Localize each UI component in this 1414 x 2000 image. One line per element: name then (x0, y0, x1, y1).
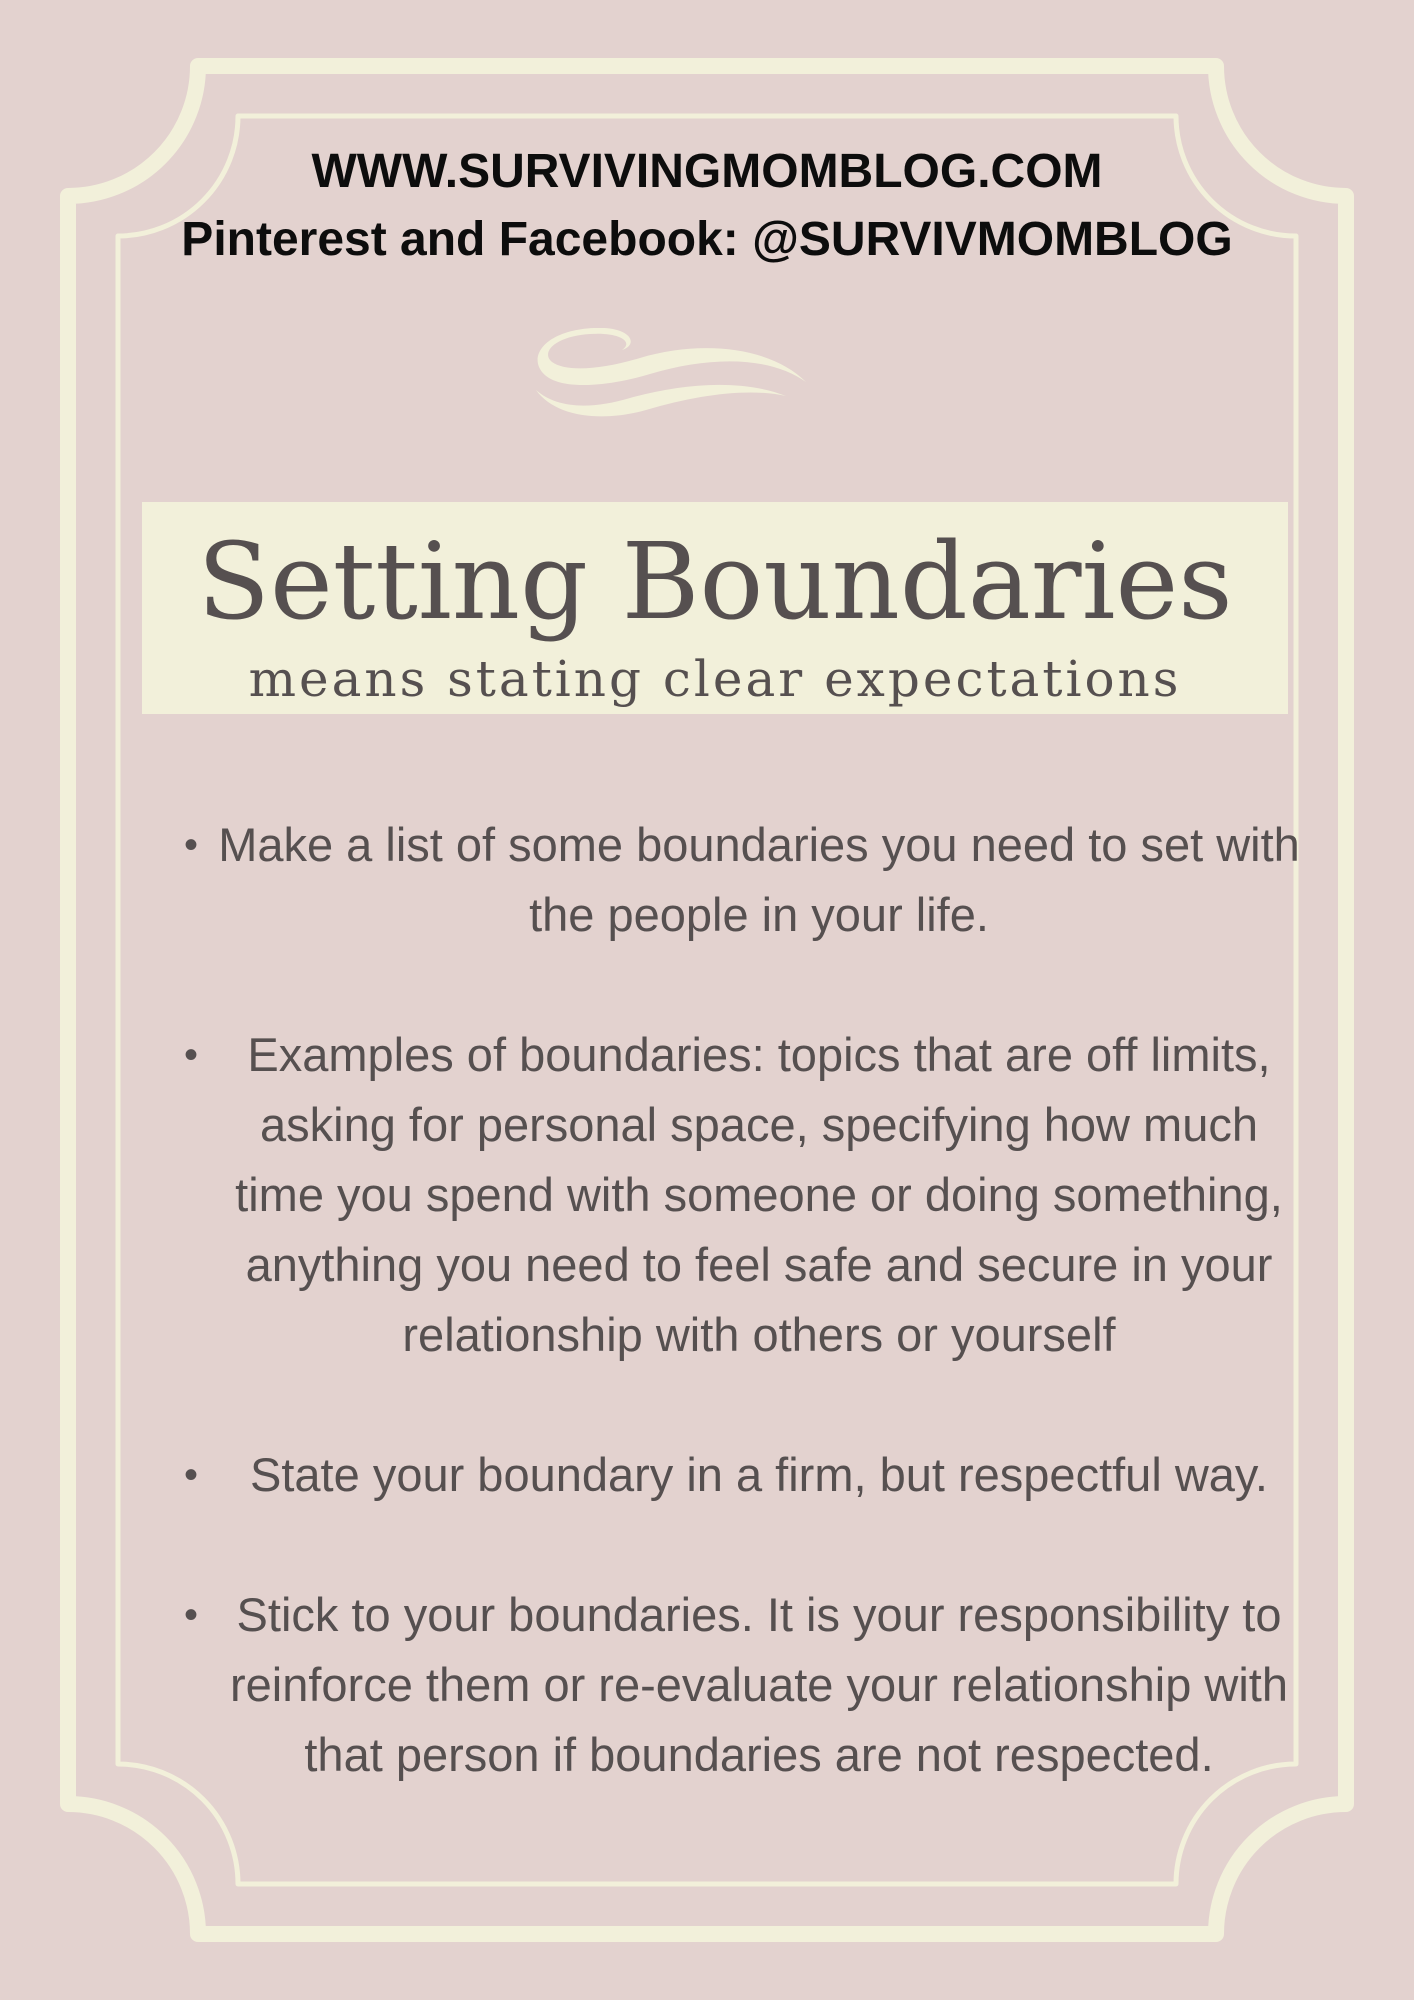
social-handle: Pinterest and Facebook: @SURVIVMOMBLOG (181, 213, 1233, 266)
tip-text: Examples of boundaries: topics that are off limits, asking for personal space, specifying how much time you spend with someone or doing something, anything you need to feel safe and secure in your relationship with others or yourself (235, 1028, 1283, 1361)
bullet-icon: • (184, 1033, 199, 1077)
list-item (170, 1580, 1300, 1790)
title-banner (142, 502, 1288, 714)
bullet-icon: • (184, 1593, 199, 1637)
tip-text: State your boundary in a firm, but respectful way. (250, 1448, 1268, 1501)
decorative-swirl-icon (530, 328, 812, 420)
list-item (170, 1440, 1300, 1510)
bullet-icon: • (184, 1453, 199, 1497)
site-url: WWW.SURVIVINGMOMBLOG.COM (311, 145, 1103, 198)
tips-list (170, 810, 1300, 1790)
bullet-icon: • (184, 823, 199, 867)
tip-text: Stick to your boundaries. It is your responsibility to reinforce them or re-evaluate your relationship with that person if boundaries are not respected. (229, 1588, 1288, 1781)
page-title: Setting Boundaries (197, 520, 1233, 643)
list-item (170, 810, 1300, 950)
list-item (170, 1020, 1300, 1370)
tip-text: Make a list of some boundaries you need to set with the people in your life. (218, 818, 1300, 941)
page-subtitle: means stating clear expectations (248, 650, 1182, 708)
